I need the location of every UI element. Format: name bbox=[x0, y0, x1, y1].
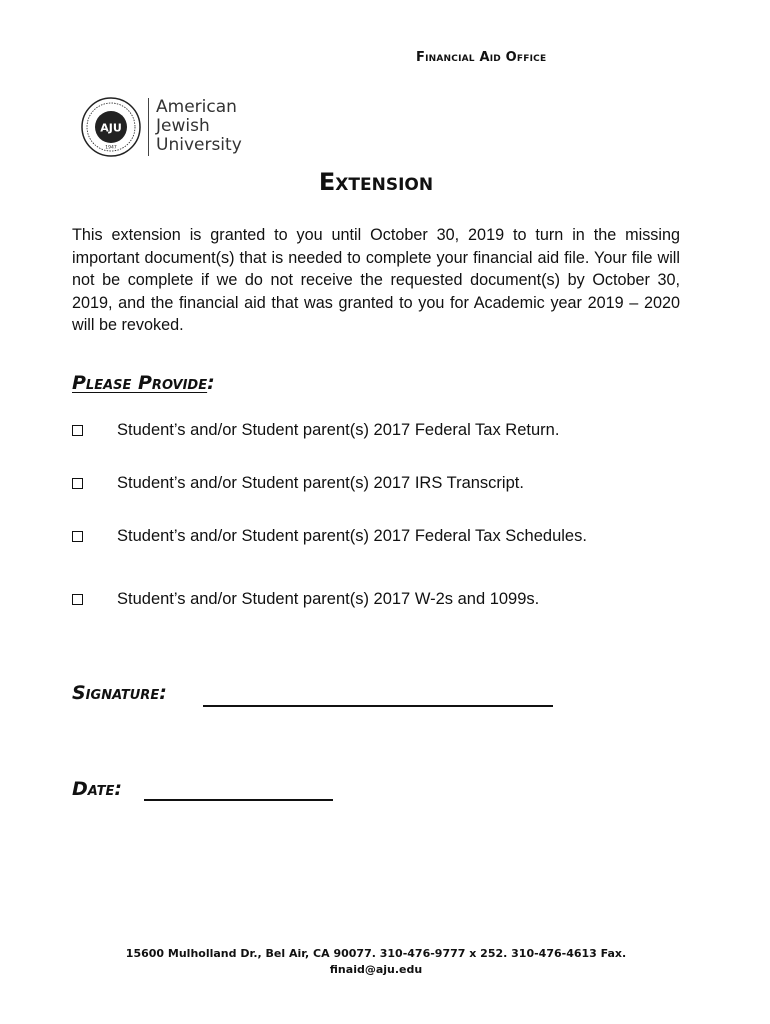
footer-address: 15600 Mulholland Dr., Bel Air, CA 90077. 310-476-9777 x 252. 310-476-4613 Fax. bbox=[125, 947, 627, 960]
date-line[interactable] bbox=[144, 799, 333, 801]
signature-label: Signature: bbox=[72, 682, 167, 704]
requirement-checkbox[interactable] bbox=[72, 478, 83, 489]
requirement-checkbox[interactable] bbox=[72, 425, 83, 436]
date-label: Date: bbox=[72, 778, 122, 800]
requirement-text: Student’s and/or Student parent(s) 2017 Federal Tax Return. bbox=[117, 421, 560, 439]
university-name bbox=[156, 98, 242, 155]
requirement-checkbox[interactable] bbox=[72, 594, 83, 605]
university-seal-icon bbox=[80, 96, 142, 158]
university-name-line: University bbox=[156, 135, 242, 155]
seal-text: AJU bbox=[100, 121, 122, 135]
university-logo bbox=[80, 96, 260, 160]
signature-line[interactable] bbox=[203, 705, 553, 707]
seal-year: 1947 bbox=[105, 145, 117, 151]
requirement-item bbox=[72, 420, 559, 440]
requirement-item bbox=[72, 473, 524, 493]
footer-contact bbox=[0, 946, 752, 978]
logo-divider bbox=[148, 98, 149, 156]
requirement-text: Student’s and/or Student parent(s) 2017 Federal Tax Schedules. bbox=[117, 527, 587, 545]
footer-email: finaid@aju.edu bbox=[329, 963, 423, 976]
please-provide-heading bbox=[72, 372, 215, 394]
requirement-text: Student’s and/or Student parent(s) 2017 W-2s and 1099s. bbox=[117, 590, 540, 608]
requirement-checkbox[interactable] bbox=[72, 531, 83, 542]
requirement-item bbox=[72, 526, 587, 546]
office-name: Financial Aid Office bbox=[416, 50, 547, 65]
requirement-item bbox=[72, 589, 539, 609]
document-title: Extension bbox=[318, 168, 434, 196]
please-provide-label: Please Provide bbox=[72, 372, 208, 394]
requirement-text: Student’s and/or Student parent(s) 2017 IRS Transcript. bbox=[117, 474, 524, 492]
extension-notice: This extension is granted to you until October 30, 2019 to turn in the missing important document(s) that is needed to complete your financial aid file. Your file will not be complete if we do not receive the requested document(s) by October 30, 2019, and the financial aid that was granted to you for Academic year 2019 – 2020 will be revoked. bbox=[72, 226, 680, 335]
university-name-line: American bbox=[156, 97, 237, 117]
university-name-line: Jewish bbox=[156, 116, 210, 136]
please-provide-colon: : bbox=[207, 372, 215, 394]
